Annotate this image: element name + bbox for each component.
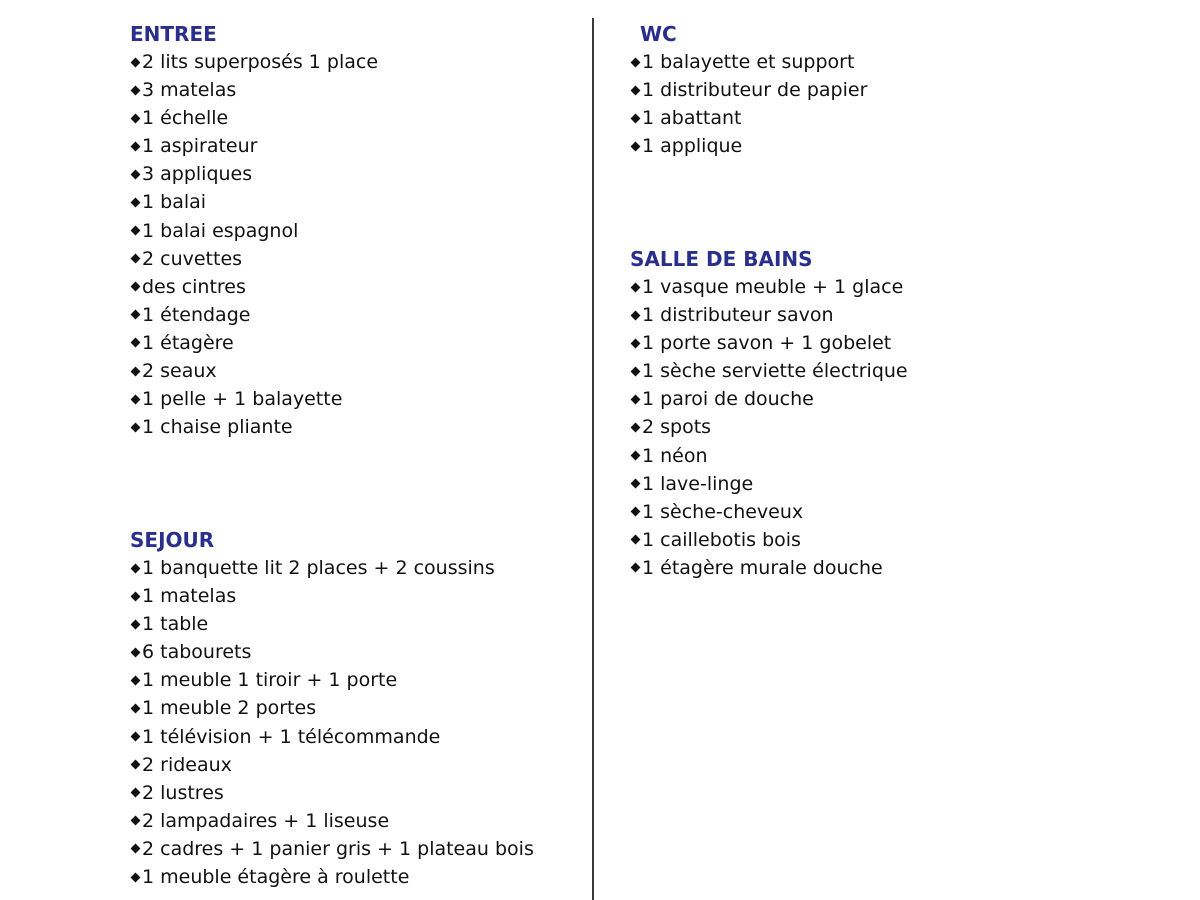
list-item (130, 610, 534, 638)
list-item (130, 413, 378, 441)
list-item (630, 470, 908, 498)
list-item (130, 638, 534, 666)
diamond-bullet-icon (131, 226, 141, 236)
list-item-label: 1 matelas (142, 585, 237, 608)
diamond-bullet-icon (131, 619, 141, 629)
list-item (130, 245, 378, 273)
diamond-bullet-icon (131, 57, 141, 67)
diamond-bullet-icon (131, 394, 141, 404)
diamond-bullet-icon (131, 310, 141, 320)
section-wc (640, 20, 867, 160)
diamond-bullet-icon (131, 732, 141, 742)
list-item (130, 76, 378, 104)
list-item-label: 1 lave-linge (642, 472, 754, 495)
list-item (630, 104, 867, 132)
list-item-label: 1 banquette lit 2 places + 2 coussins (142, 557, 495, 579)
diamond-bullet-icon (131, 816, 141, 826)
list-item (130, 807, 534, 835)
list-item-label: 1 chaise pliante (142, 416, 293, 439)
diamond-bullet-icon (631, 423, 641, 433)
list-item-label: 2 lampadaires + 1 liseuse (142, 809, 390, 832)
list-item (130, 863, 534, 891)
list-item (130, 694, 534, 722)
list-item (130, 132, 378, 160)
list-item-label: 1 balayette et support (642, 51, 855, 73)
list-item (630, 442, 908, 470)
list-item-label: 2 lits superposés 1 place (142, 51, 379, 73)
list-item (130, 160, 378, 188)
list-item-label: 1 aspirateur (142, 135, 258, 158)
list-item-label: 2 cuvettes (142, 247, 243, 270)
list-item (130, 779, 534, 807)
diamond-bullet-icon (631, 85, 641, 95)
list-item-label: 2 seaux (142, 360, 217, 383)
diamond-bullet-icon (131, 563, 141, 573)
list-item (630, 76, 867, 104)
list-item (630, 48, 867, 76)
list-item-label: 1 étagère (142, 331, 234, 354)
list-item (130, 329, 378, 357)
list-item-label: 1 meuble 2 portes (142, 697, 317, 720)
diamond-bullet-icon (631, 310, 641, 320)
item-list-sejour (130, 554, 534, 891)
list-item-label: 3 appliques (142, 163, 253, 186)
list-item-label: 1 meuble étagère à roulette (142, 866, 410, 889)
list-item (130, 582, 534, 610)
list-item-label: 1 étendage (142, 303, 251, 326)
diamond-bullet-icon (131, 760, 141, 770)
list-item (130, 554, 534, 582)
list-item-label: 1 balai espagnol (142, 219, 299, 242)
list-item-label: 2 lustres (142, 781, 224, 804)
item-list-wc (630, 48, 867, 160)
diamond-bullet-icon (131, 704, 141, 714)
section-heading-sejour: SEJOUR (130, 528, 215, 552)
diamond-bullet-icon (631, 535, 641, 545)
section-heading-wc: WC (640, 22, 677, 46)
list-item (130, 273, 378, 301)
list-item-label: 1 paroi de douche (642, 388, 814, 411)
diamond-bullet-icon (131, 141, 141, 151)
diamond-bullet-icon (631, 563, 641, 573)
diamond-bullet-icon (631, 57, 641, 67)
diamond-bullet-icon (631, 394, 641, 404)
list-item (630, 413, 908, 441)
list-item-label: 1 distributeur savon (642, 304, 834, 327)
diamond-bullet-icon (131, 254, 141, 264)
list-item-label: 1 étagère murale douche (642, 556, 883, 579)
list-item (630, 498, 908, 526)
item-list-entree (130, 48, 378, 441)
diamond-bullet-icon (631, 338, 641, 348)
list-item (130, 385, 378, 413)
column-divider (592, 18, 594, 900)
diamond-bullet-icon (631, 141, 641, 151)
section-heading-salle-de-bains: SALLE DE BAINS (630, 247, 813, 271)
list-item-label: 1 balai (142, 191, 207, 214)
list-item-label: 1 sèche serviette électrique (642, 360, 908, 383)
list-item (130, 48, 378, 76)
diamond-bullet-icon (131, 169, 141, 179)
diamond-bullet-icon (131, 872, 141, 882)
list-item (130, 104, 378, 132)
list-item-label: 1 caillebotis bois (642, 528, 801, 551)
list-item (130, 357, 378, 385)
list-item-label: 1 abattant (642, 107, 742, 130)
section-entree (130, 20, 378, 441)
diamond-bullet-icon (631, 113, 641, 123)
list-item (130, 217, 378, 245)
list-item-label: 1 vasque meuble + 1 glace (642, 276, 904, 298)
list-item-label: 1 pelle + 1 balayette (142, 388, 343, 411)
section-heading-entree: ENTREE (130, 22, 217, 46)
list-item (130, 751, 534, 779)
diamond-bullet-icon (131, 844, 141, 854)
diamond-bullet-icon (131, 282, 141, 292)
diamond-bullet-icon (631, 282, 641, 292)
diamond-bullet-icon (631, 507, 641, 517)
list-item (630, 526, 908, 554)
list-item (130, 301, 378, 329)
list-item (130, 723, 534, 751)
diamond-bullet-icon (131, 338, 141, 348)
list-item-label: 1 distributeur de papier (642, 79, 868, 102)
list-item-label: 2 rideaux (142, 753, 232, 776)
list-item (130, 666, 534, 694)
diamond-bullet-icon (131, 85, 141, 95)
list-item-label: 1 table (142, 613, 209, 636)
list-item (630, 554, 908, 582)
diamond-bullet-icon (631, 366, 641, 376)
diamond-bullet-icon (131, 675, 141, 685)
list-item (130, 188, 378, 216)
list-item-label: des cintres (142, 275, 246, 298)
diamond-bullet-icon (631, 451, 641, 461)
list-item-label: 3 matelas (142, 79, 237, 102)
list-item (630, 301, 908, 329)
list-item-label: 1 échelle (142, 107, 229, 130)
list-item-label: 1 sèche-cheveux (642, 500, 804, 523)
list-item-label: 1 télévision + 1 télécommande (142, 725, 441, 748)
list-item-label: 1 meuble 1 tiroir + 1 porte (142, 669, 398, 692)
diamond-bullet-icon (631, 479, 641, 489)
list-item (630, 132, 867, 160)
list-item-label: 6 tabourets (142, 641, 252, 664)
diamond-bullet-icon (131, 422, 141, 432)
list-item (630, 357, 908, 385)
list-item-label: 2 spots (642, 416, 712, 439)
list-item (630, 273, 908, 301)
diamond-bullet-icon (131, 198, 141, 208)
list-item-label: 1 applique (642, 135, 743, 158)
diamond-bullet-icon (131, 113, 141, 123)
section-sejour (130, 526, 534, 891)
list-item (130, 835, 534, 863)
list-item (630, 329, 908, 357)
section-salle-de-bains (630, 245, 908, 582)
list-item-label: 1 porte savon + 1 gobelet (642, 332, 892, 355)
diamond-bullet-icon (131, 647, 141, 657)
list-item (630, 385, 908, 413)
diamond-bullet-icon (131, 591, 141, 601)
item-list-salle-de-bains (630, 273, 908, 582)
diamond-bullet-icon (131, 788, 141, 798)
diamond-bullet-icon (131, 366, 141, 376)
list-item-label: 1 néon (642, 444, 708, 467)
list-item-label: 2 cadres + 1 panier gris + 1 plateau bois (142, 837, 534, 860)
